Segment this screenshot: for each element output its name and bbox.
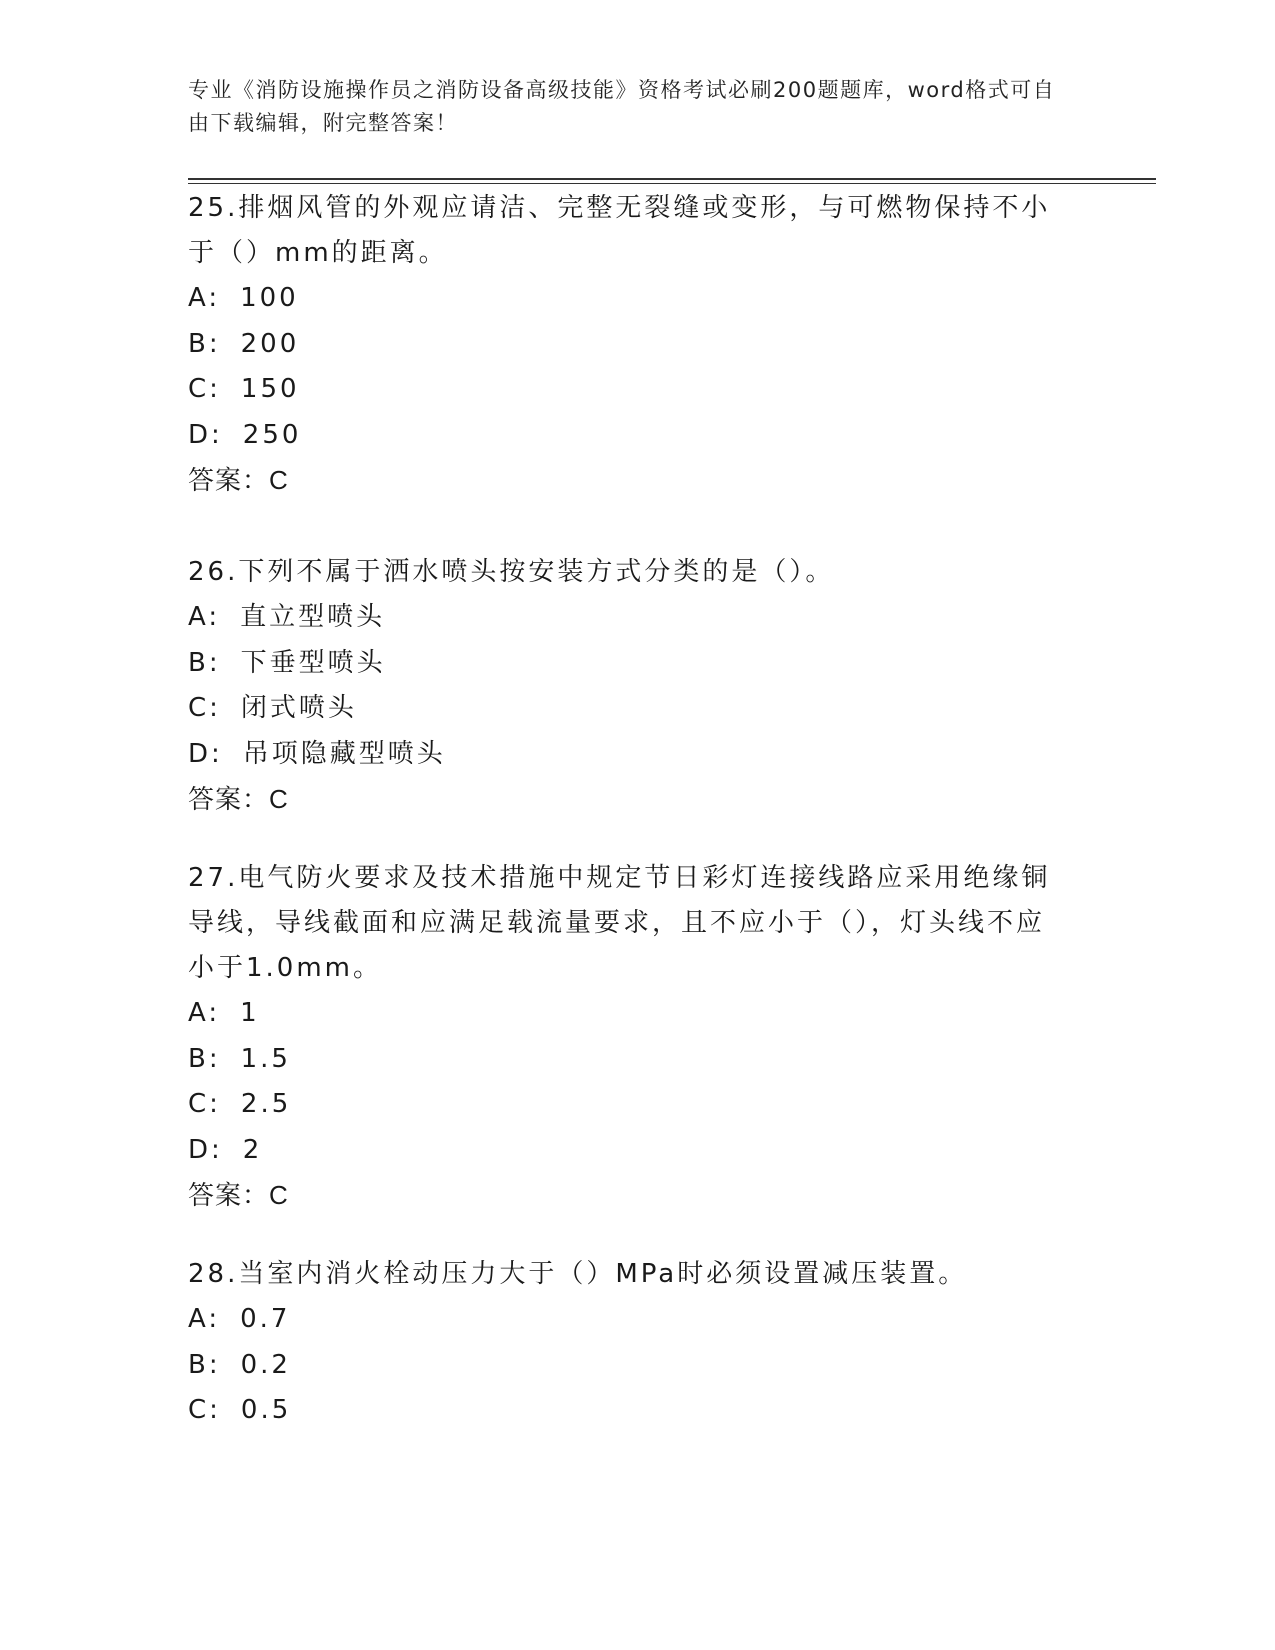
- option-letter: A:: [188, 602, 221, 632]
- option-text: 1: [240, 998, 260, 1028]
- option-letter: C:: [188, 374, 221, 404]
- question-27: [188, 856, 1068, 1218]
- option-letter: D:: [188, 1134, 223, 1165]
- option-a: [188, 1297, 1068, 1343]
- option-a: [188, 991, 1068, 1037]
- question-stem: 26.下列不属于洒水喷头按安装方式分类的是（）。: [188, 557, 835, 587]
- question-stem: 25.排烟风管的外观应请洁、完整无裂缝或变形，与可燃物保持不小于（）mm的距离。: [188, 193, 1051, 268]
- option-letter: C:: [188, 693, 221, 723]
- option-text: 150: [240, 374, 300, 404]
- option-c: [188, 686, 1068, 732]
- option-letter: A:: [188, 283, 221, 313]
- option-letter: A:: [188, 1304, 221, 1334]
- option-letter: C:: [188, 1089, 221, 1119]
- option-c: [188, 1388, 1068, 1434]
- option-text: 闭式喷头: [240, 693, 357, 723]
- answer-line: 答案：C: [188, 784, 289, 814]
- option-text: 0.7: [240, 1304, 291, 1334]
- option-text: 吊项隐藏型喷头: [242, 738, 446, 769]
- question-28: [188, 1252, 1068, 1434]
- option-b: [188, 1343, 1068, 1389]
- option-d: [188, 732, 1068, 778]
- option-letter: B:: [188, 1043, 221, 1074]
- option-text: 直立型喷头: [240, 602, 386, 632]
- option-c: [188, 367, 1068, 413]
- header-divider-thick: [188, 178, 1156, 180]
- option-d: [188, 413, 1068, 459]
- option-a: [188, 276, 1068, 322]
- option-text: 200: [240, 328, 300, 359]
- option-letter: C:: [188, 1395, 221, 1425]
- option-b: [188, 641, 1068, 687]
- document-header: 专业《消防设施操作员之消防设备高级技能》资格考试必刷200题题库，word格式可自由下载编辑，附完整答案！: [188, 78, 1056, 135]
- question-stem: 28.当室内消火栓动压力大于（）MPa时必须设置减压装置。: [188, 1259, 968, 1289]
- answer-line: 答案：C: [188, 465, 289, 495]
- answer-line: 答案：C: [188, 1180, 289, 1210]
- option-text: 1.5: [240, 1043, 291, 1074]
- option-text: 下垂型喷头: [240, 647, 386, 678]
- option-letter: A:: [188, 998, 221, 1028]
- option-text: 250: [242, 419, 302, 450]
- option-a: [188, 595, 1068, 641]
- option-letter: B:: [188, 1349, 221, 1380]
- option-letter: D:: [188, 738, 223, 769]
- question-25: [188, 186, 1068, 503]
- option-letter: B:: [188, 647, 221, 678]
- option-d: [188, 1128, 1068, 1174]
- option-text: 0.5: [240, 1395, 292, 1425]
- option-text: 2.5: [240, 1089, 292, 1119]
- option-c: [188, 1082, 1068, 1128]
- option-letter: B:: [188, 328, 221, 359]
- header-divider-thin: [188, 183, 1156, 184]
- option-b: [188, 322, 1068, 368]
- question-26: [188, 550, 1068, 822]
- option-text: 2: [242, 1134, 263, 1165]
- option-text: 100: [240, 283, 299, 313]
- question-stem: 27.电气防火要求及技术措施中规定节日彩灯连接线路应采用绝缘铜导线，导线截面和应满足载流量要求，且不应小于（），灯头线不应小于1.0mm。: [188, 863, 1051, 983]
- option-letter: D:: [188, 419, 223, 450]
- option-b: [188, 1037, 1068, 1083]
- option-text: 0.2: [240, 1349, 291, 1380]
